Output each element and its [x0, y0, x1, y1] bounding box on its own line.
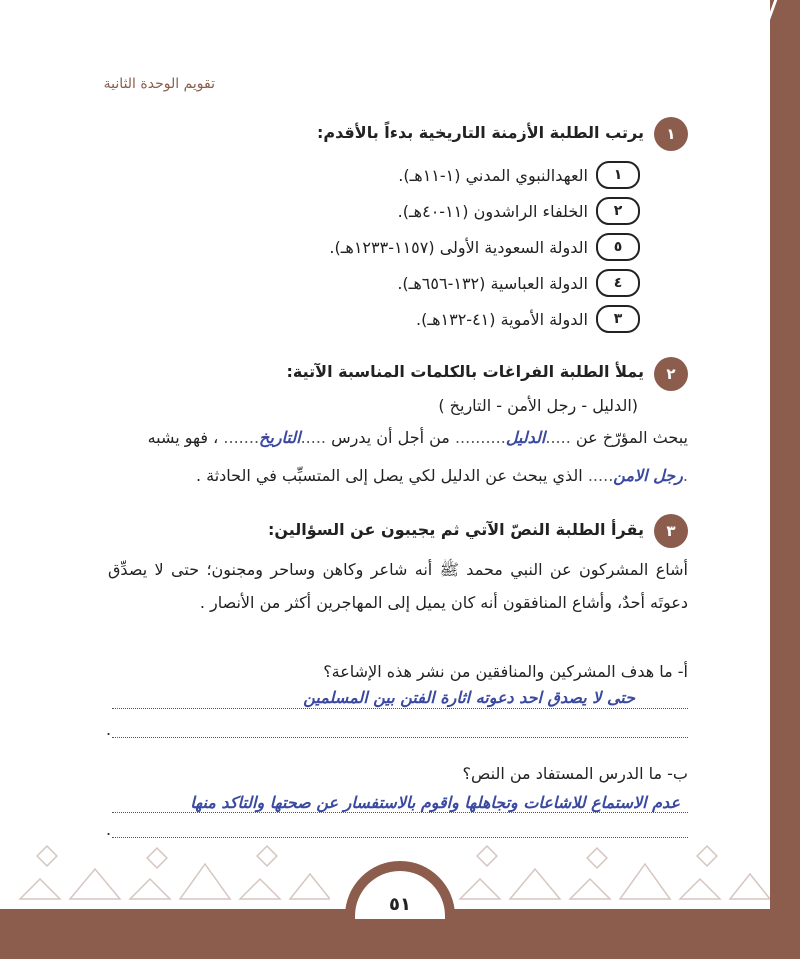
q1-item-5-text: الدولة الأموية (٤١-١٣٢هـ). — [416, 309, 588, 329]
answer-b: عدم الاستماع للاشاعات وتجاهلها واقوم بالاستفسار عن صحتها والتاكد منها — [190, 793, 680, 812]
answer-security-man: رجل الامن — [613, 466, 683, 485]
q1-item-4-text: الدولة العباسية (١٣٢-٦٥٦هـ). — [397, 273, 588, 293]
side-border — [770, 0, 800, 959]
fill-line-1-part-3: ، فهو يشبه — [147, 428, 219, 447]
q1-item-1-text: العهدالنبوي المدني (١-١١هـ). — [398, 165, 588, 185]
question-1-title: يرتب الطلبة الأزمنة التاريخية بدءاً بالأقدم: — [316, 123, 644, 142]
blank-dots: ..... — [545, 428, 571, 447]
q1-item-4-order: ٤ — [596, 269, 640, 297]
word-bank: (الدليل - رجل الأمن - التاريخ ) — [438, 396, 638, 415]
question-1-number: ١ — [654, 117, 688, 151]
question-2-title: يملأ الطلبة الفراغات بالكلمات المناسبة الآتية: — [286, 362, 644, 381]
q1-item-1-order: ١ — [596, 161, 640, 189]
question-3-number: ٣ — [654, 514, 688, 548]
passage: أشاع المشركون عن النبي محمد ﷺ أنه شاعر وكاهن وساحر ومجنون؛ حتى لا يصدِّق دعوتَه أحدٌ، وأشاع المنافقون أنه كان يميل إلى المهاجرين أكثر من الأنصار . — [108, 560, 688, 612]
q1-item-2-order: ٢ — [596, 197, 640, 225]
blank-dots: ..... — [587, 466, 614, 485]
q1-item-2-text: الخلفاء الراشدون (١١-٤٠هـ). — [397, 201, 588, 221]
answer-b-line — [112, 812, 688, 813]
blank-dots: ....... — [223, 428, 260, 447]
question-a: أ- ما هدف المشركين والمنافقين من نشر هذه الإشاعة؟ — [323, 662, 688, 681]
fill-line-1 — [148, 428, 688, 447]
answer-a-period: . — [106, 720, 112, 739]
q1-item-3-text: الدولة السعودية الأولى (١١٥٧-١٢٣٣هـ). — [329, 237, 588, 257]
q1-item-4 — [397, 268, 640, 298]
question-b: ب- ما الدرس المستفاد من النص؟ — [462, 764, 688, 783]
fill-line-1-part-2: من أجل أن يدرس — [331, 428, 450, 447]
fill-line-2-part: الذي يبحث عن الدليل لكي يصل إلى المتسبِّب في الحادثة . — [195, 466, 583, 485]
page-number: ٥١ — [389, 894, 411, 915]
blank-dots: . — [682, 466, 688, 485]
q1-item-5-order: ٣ — [596, 305, 640, 333]
q1-item-3 — [329, 232, 640, 262]
q1-item-5 — [416, 304, 640, 334]
question-2-number: ٢ — [654, 357, 688, 391]
answer-evidence: الدليل — [505, 428, 546, 447]
blank-dots: ..... — [300, 428, 326, 447]
answer-a-line — [112, 708, 688, 709]
fill-line-2 — [196, 466, 688, 485]
q1-item-1 — [398, 160, 640, 190]
answer-a: حتى لا يصدق احد دعوته اثارة الفتن بين المسلمين — [303, 688, 635, 707]
decorative-pattern-left — [0, 839, 330, 909]
fill-line-1-part-1: يبحث المؤرّخ عن — [575, 428, 688, 447]
answer-history: التاريخ — [259, 428, 301, 447]
q1-item-2 — [398, 196, 640, 226]
blank-dots: .......... — [454, 428, 506, 447]
answer-b-line-2 — [112, 837, 688, 838]
answer-a-line-2 — [112, 737, 688, 738]
question-3-title: يقرأ الطلبة النصّ الآتي ثم يجيبون عن السؤالين: — [267, 520, 644, 539]
q1-item-3-order: ٥ — [596, 233, 640, 261]
decorative-pattern-right — [440, 839, 770, 909]
unit-header: تقويم الوحدة الثانية — [103, 76, 215, 92]
answer-b-period: . — [106, 820, 112, 839]
